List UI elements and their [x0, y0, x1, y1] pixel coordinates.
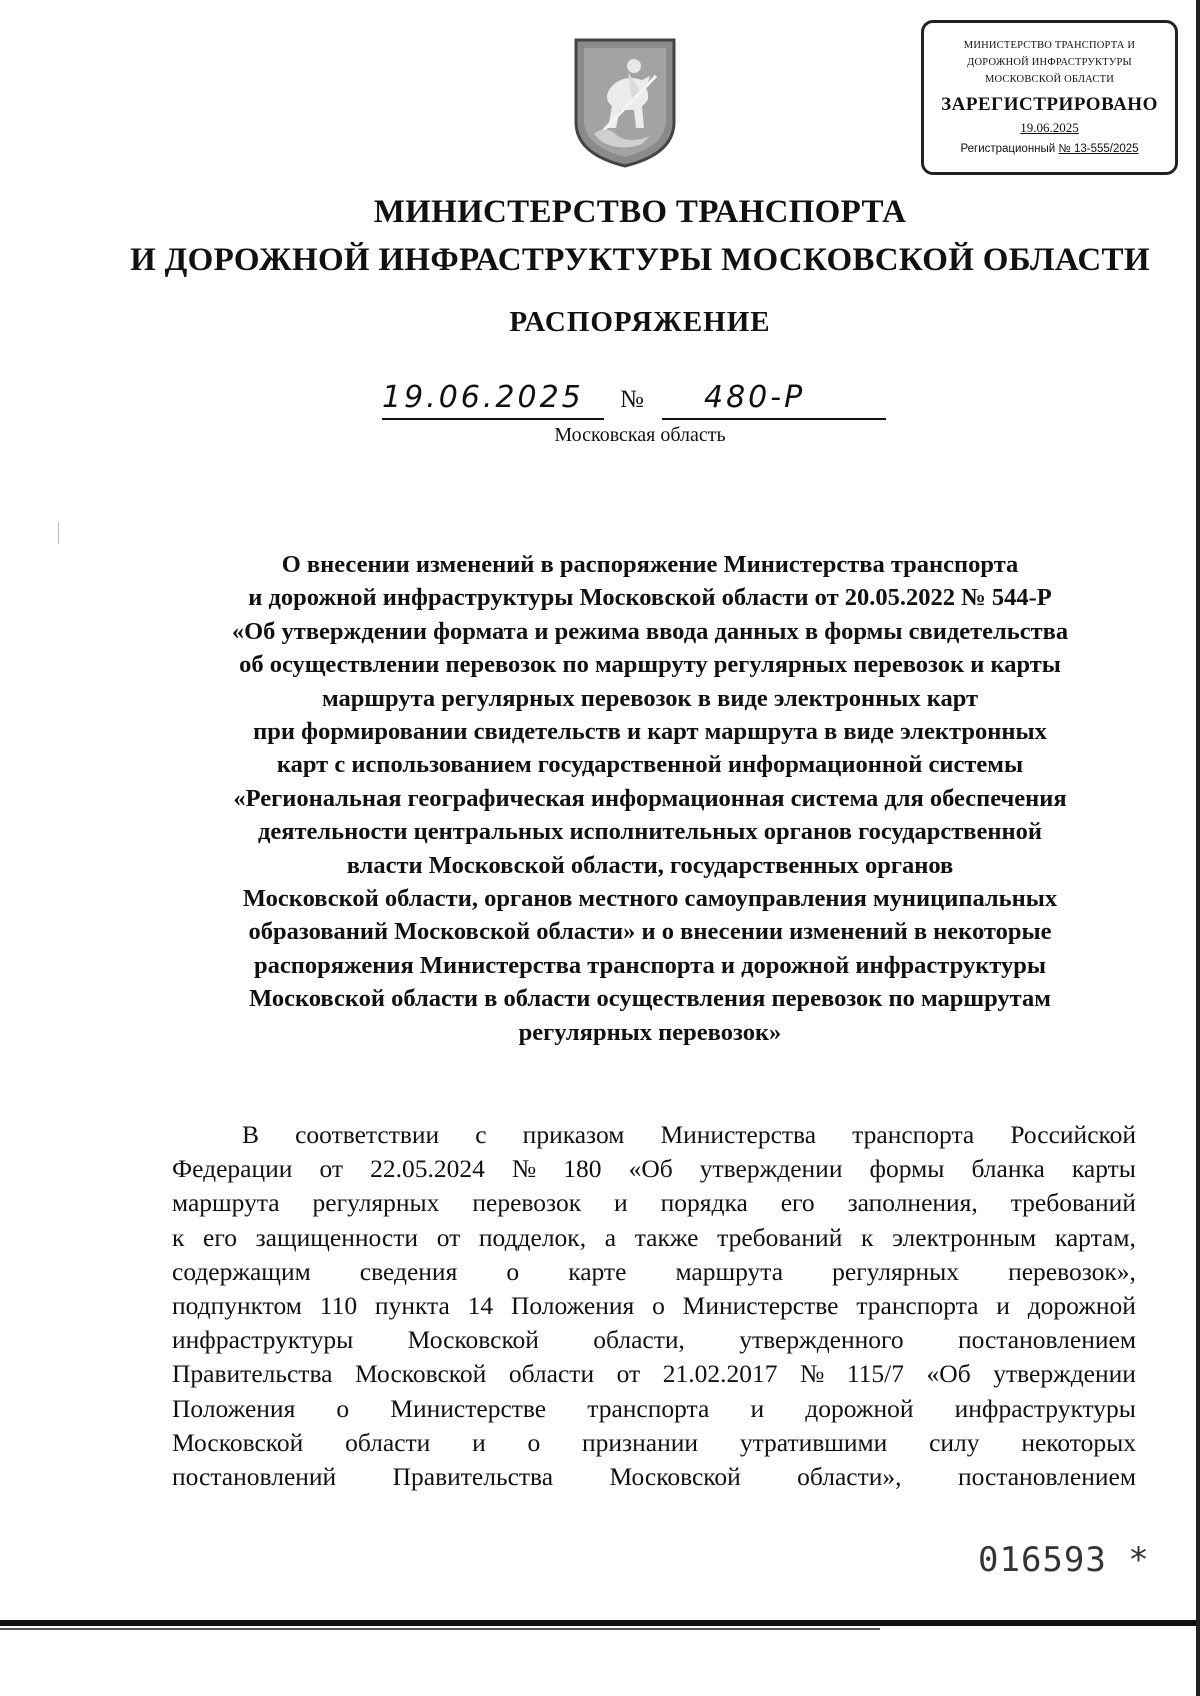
title-line: об осуществлении перевозок по маршруту регулярных перевозок и карты — [239, 651, 1061, 679]
date-number-line — [0, 378, 1200, 428]
title-line: власти Московской области, государственных органов — [346, 851, 954, 879]
document-type: РАСПОРЯЖЕНИЕ — [509, 306, 771, 338]
document-title — [150, 548, 1150, 1049]
scan-mark — [58, 522, 59, 544]
title-line: маршрута регулярных перевозок в виде электронных карт — [321, 684, 979, 712]
title-line: регулярных перевозок» — [518, 1018, 782, 1046]
title-line: «Региональная географическая информационная система для обеспечения — [233, 784, 1067, 812]
stamp-org-line: ДОРОЖНОЙ ИНФРАСТРУКТУРЫ — [967, 57, 1132, 68]
scan-edge-line — [0, 1628, 880, 1630]
title-line: «Об утверждении формата и режима ввода данных в формы свидетельства — [231, 617, 1069, 645]
title-line: карт с использованием государственной информационной системы — [276, 751, 1024, 779]
scan-edge-line — [0, 1620, 1200, 1626]
title-line: распоряжения Министерства транспорта и дорожной инфраструктуры — [253, 951, 1047, 979]
title-line: О внесении изменений в распоряжение Министерства транспорта — [281, 551, 1019, 578]
body-line: постановлений Правительства Московской области», постановлением — [172, 1462, 1136, 1492]
body-line: содержащим сведения о карте маршрута регулярных перевозок», — [172, 1256, 1136, 1286]
body-line: Федерации от 22.05.2024 № 180 «Об утверждении формы бланка карты — [172, 1154, 1136, 1184]
handwritten-number: 480-Р — [704, 380, 806, 415]
title-line: Московской области в области осуществления перевозок по маршрутам — [249, 985, 1051, 1013]
body-line: маршрута регулярных перевозок и порядка его заполнения, требований — [172, 1188, 1136, 1218]
body-line: Московской области и о признании утратившими силу некоторых — [172, 1427, 1136, 1457]
place-label: Московская область — [554, 424, 726, 446]
serial-number: 016593 * — [978, 1540, 1150, 1580]
stamp-reg-label: Регистрационный — [960, 143, 1056, 155]
coat-of-arms-icon — [572, 36, 678, 170]
scan-edge-line — [1196, 0, 1200, 1696]
body-line: Положения о Министерстве транспорта и дорожной инфраструктуры — [172, 1393, 1136, 1423]
title-line: образований Московской области» и о внесении изменений в некоторые — [248, 918, 1052, 946]
stamp-reg-value: № 13-555/2025 — [1058, 143, 1139, 155]
title-line: деятельности центральных исполнительных органов государственной — [257, 818, 1042, 846]
handwritten-date: 19.06.2025 — [382, 380, 584, 415]
title-line: при формировании свидетельств и карт маршрута в виде электронных — [253, 718, 1047, 746]
registration-stamp — [921, 20, 1178, 175]
stamp-reg-number — [924, 138, 1175, 160]
stamp-status: ЗАРЕГИСТРИРОВАНО — [941, 94, 1158, 115]
ministry-name — [100, 188, 1180, 284]
body-line: В соответствии с приказом Министерства транспорта Российской — [242, 1120, 1136, 1149]
body-line: инфраструктуры Московской области, утвержденного постановлением — [172, 1325, 1136, 1355]
stamp-org-line: МОСКОВСКОЙ ОБЛАСТИ — [984, 74, 1115, 85]
number-underline — [662, 418, 886, 420]
stamp-org-line: МИНИСТЕРСТВО ТРАНСПОРТА И — [963, 40, 1136, 51]
title-line: и дорожной инфраструктуры Московской области от 20.05.2022 № 544-Р — [248, 584, 1052, 612]
stamp-date: 19.06.2025 — [1020, 120, 1079, 135]
document-body — [172, 1118, 1136, 1494]
body-line: Правительства Московской области от 21.02.2017 № 115/7 «Об утверждении — [172, 1359, 1136, 1389]
number-sign: № — [620, 386, 644, 413]
ministry-line: И ДОРОЖНОЙ ИНФРАСТРУКТУРЫ МОСКОВСКОЙ ОБЛАСТИ — [130, 242, 1150, 278]
body-line: к его защищенности от подделок, а также требований к электронным картам, — [172, 1222, 1136, 1252]
body-line: подпунктом 110 пункта 14 Положения о Министерстве транспорта и дорожной — [172, 1291, 1136, 1321]
date-underline — [382, 418, 604, 420]
ministry-line: МИНИСТЕРСТВО ТРАНСПОРТА — [373, 194, 907, 230]
title-line: Московской области, органов местного самоуправления муниципальных — [242, 885, 1058, 913]
